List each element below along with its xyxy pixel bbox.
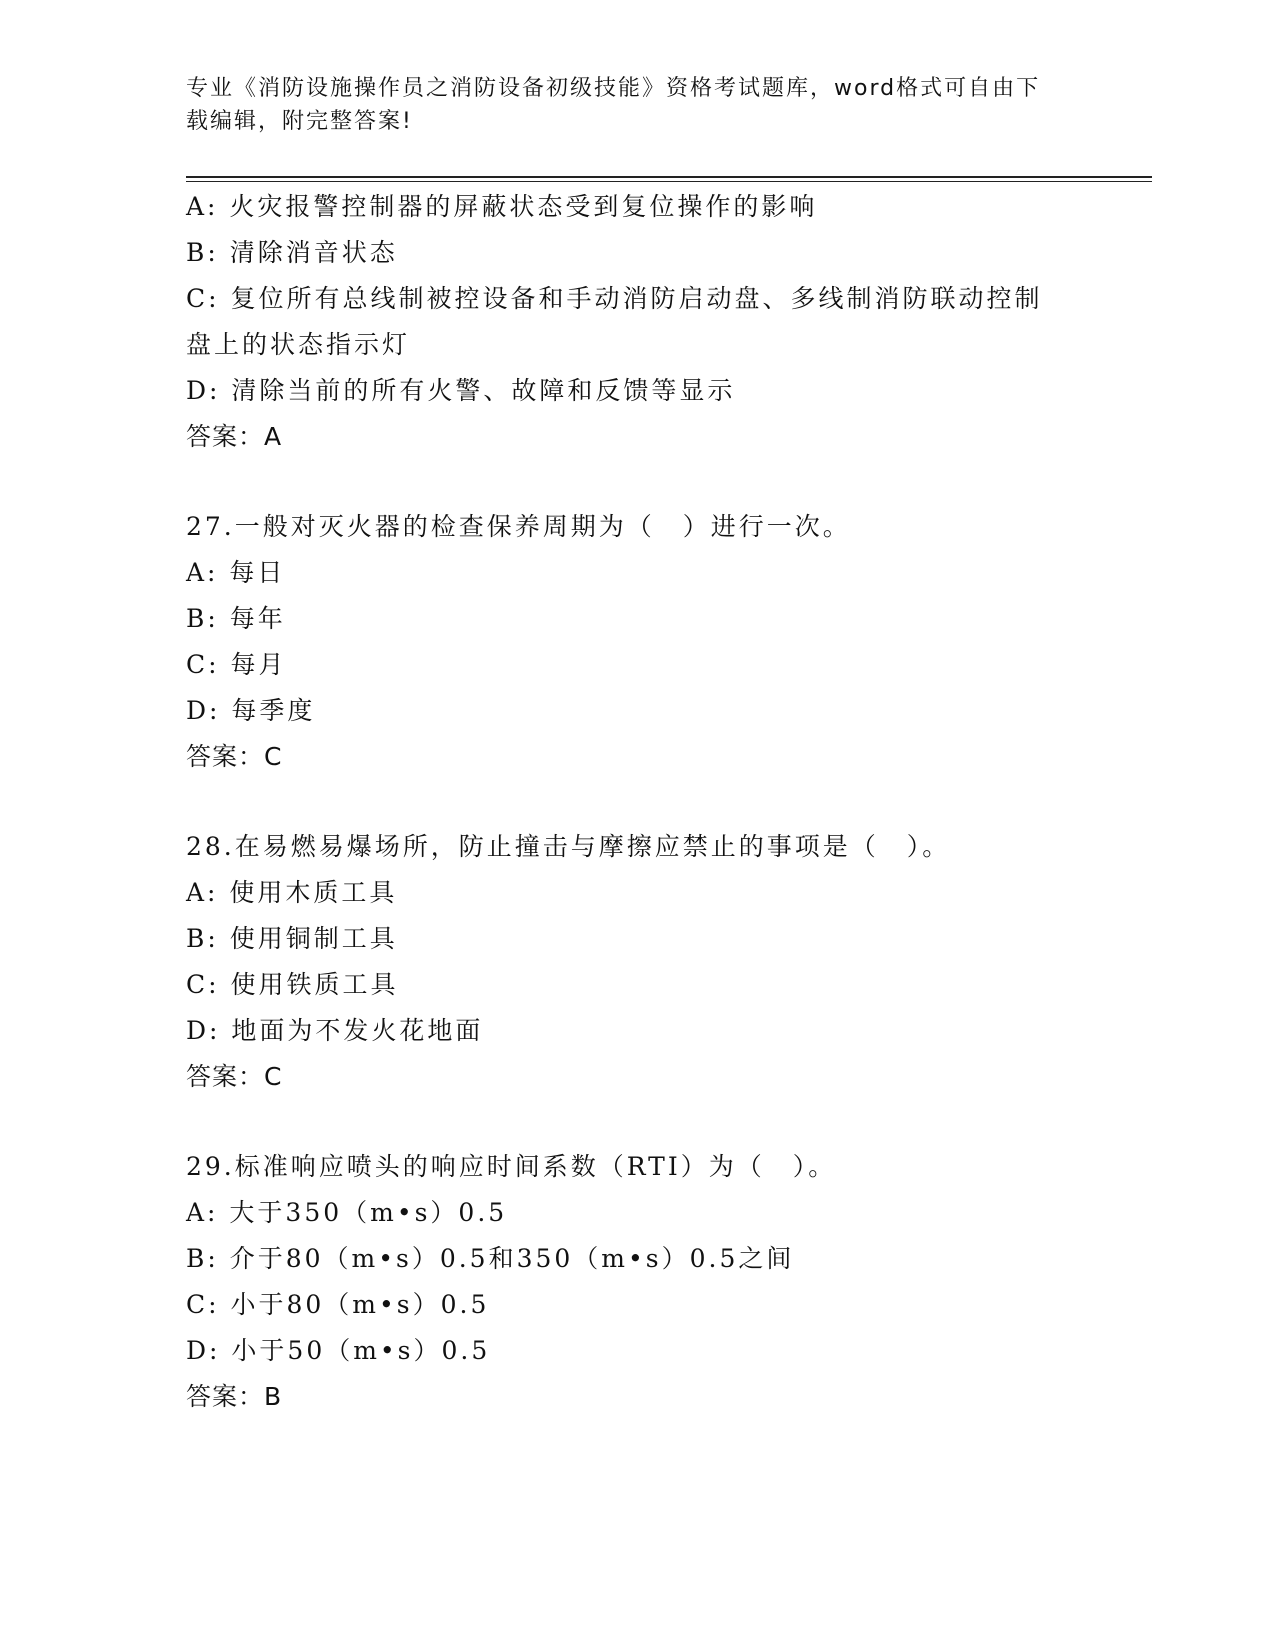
option-a: A: 使用木质工具 [186, 878, 398, 907]
option-b: B: 清除消音状态 [186, 238, 398, 267]
answer: 答案：C [186, 1062, 283, 1091]
header-line-2: 载编辑，附完整答案! [186, 109, 413, 134]
question-29 [186, 1144, 1086, 1420]
option-a: A: 每日 [186, 558, 286, 587]
answer: 答案：B [186, 1382, 283, 1411]
option-b: B: 每年 [186, 604, 286, 633]
header-divider [186, 176, 1152, 178]
question-26-tail [186, 184, 1086, 460]
option-d: D: 小于50（m•s）0.5 [186, 1336, 491, 1365]
option-b: B: 使用铜制工具 [186, 924, 398, 953]
answer: 答案：C [186, 742, 283, 771]
question-list [186, 184, 1086, 1420]
answer: 答案：A [186, 422, 283, 451]
option-d: D: 地面为不发火花地面 [186, 1016, 484, 1045]
option-c: C: 小于80（m•s）0.5 [186, 1290, 490, 1319]
option-c: C: 复位所有总线制被控设备和手动消防启动盘、多线制消防联动控制 [186, 284, 1043, 313]
header-divider-thin [186, 181, 1152, 182]
option-a: A: 大于350（m•s）0.5 [186, 1198, 508, 1227]
question-28 [186, 824, 1086, 1100]
option-d: D: 清除当前的所有火警、故障和反馈等显示 [186, 376, 736, 405]
option-c: C: 每月 [186, 650, 287, 679]
option-a: A: 火灾报警控制器的屏蔽状态受到复位操作的影响 [186, 192, 818, 221]
question-27 [186, 504, 1086, 780]
question-stem: 29.标准响应喷头的响应时间系数（RTI）为（ ）。 [186, 1152, 837, 1181]
option-b: B: 介于80（m•s）0.5和350（m•s）0.5之间 [186, 1244, 795, 1273]
option-c-continued: 盘上的状态指示灯 [186, 330, 411, 359]
option-d: D: 每季度 [186, 696, 316, 725]
question-stem: 27.一般对灭火器的检查保养周期为（ ）进行一次。 [186, 512, 851, 541]
document-header [186, 72, 1066, 138]
header-line-1: 专业《消防设施操作员之消防设备初级技能》资格考试题库，word格式可自由下 [186, 76, 1041, 101]
question-stem: 28.在易燃易爆场所，防止撞击与摩擦应禁止的事项是（ ）。 [186, 832, 951, 861]
option-c: C: 使用铁质工具 [186, 970, 399, 999]
